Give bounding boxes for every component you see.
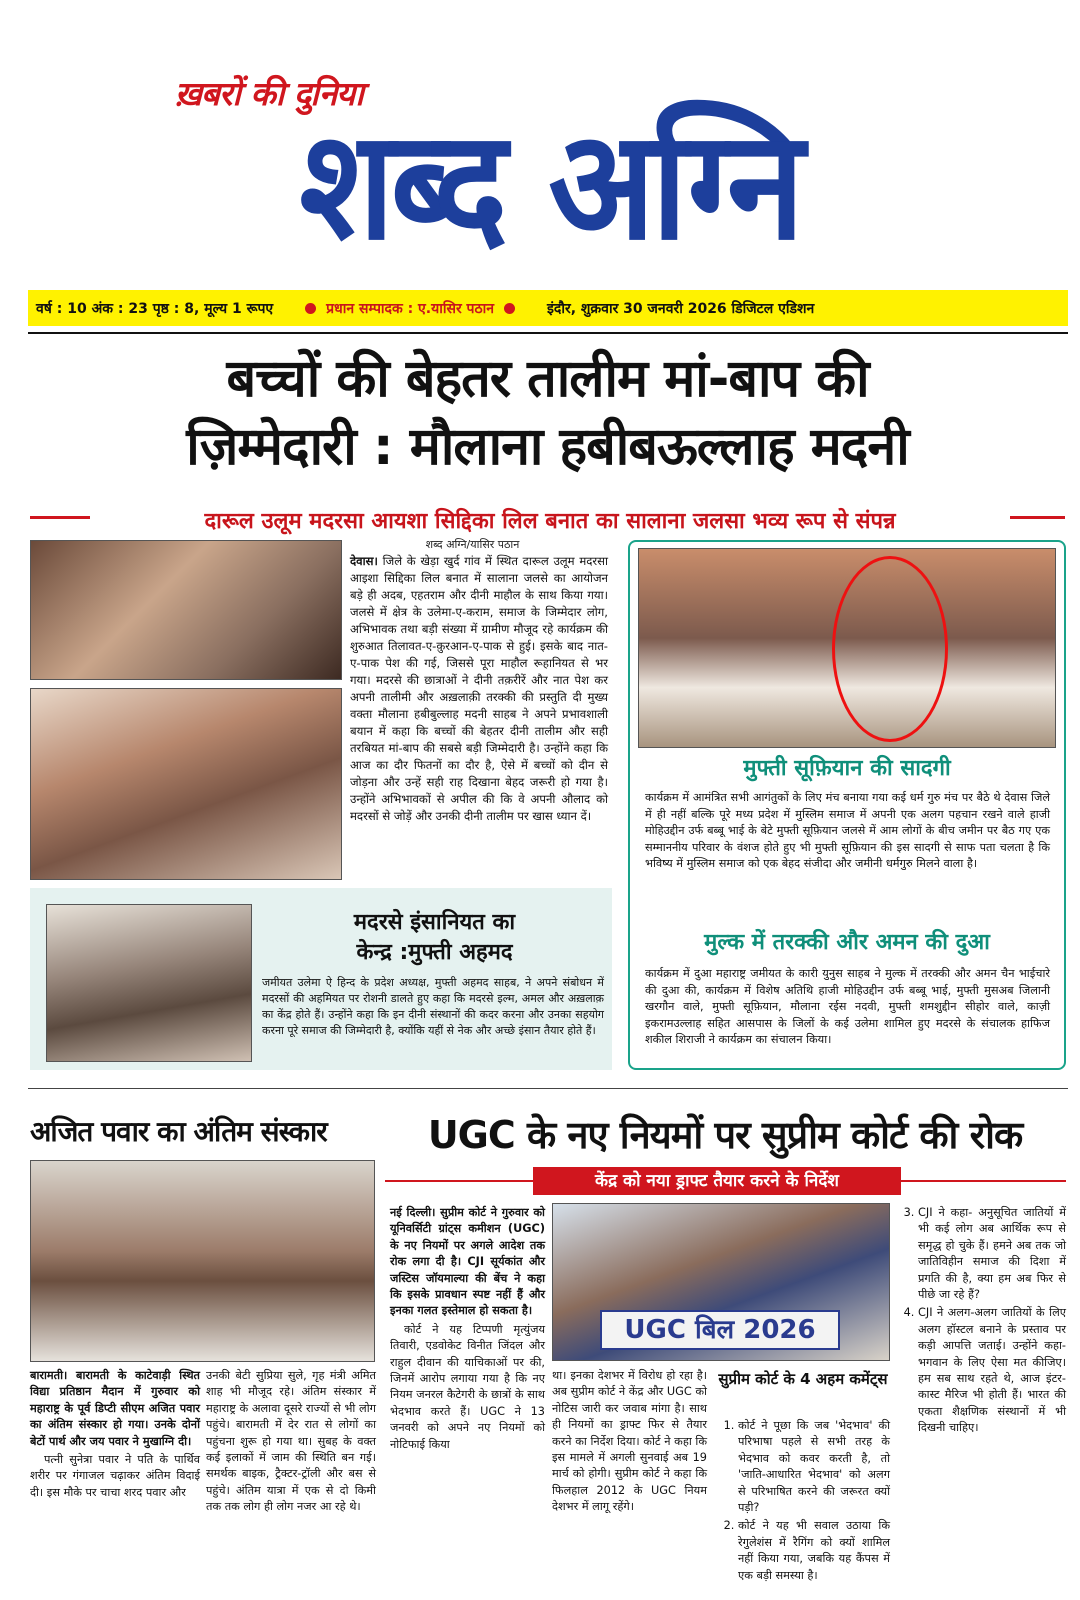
- issue-info: वर्ष : 10 अंक : 23 पृष्ठ : 8, मूल्य 1 रूपए: [36, 300, 274, 317]
- lead-subhead: दारूल उलूम मदरसा आयशा सिद्दिका लिल बनात का सालाना जलसा भव्य रूप से संपन्न: [204, 509, 896, 534]
- comment-item-3: 3. CJI ने कहा- अनुसूचित जातियों में भी कई लोग अब आर्थिक रूप से समृद्ध हो चुके हैं। हमने अब तक जो जातिविहीन समाज की दिशा में प्रगति की है, क्या हम अब फिर से पीछे जा रहे हैं?: [918, 1205, 1066, 1303]
- lead-headline-line2: ज़िम्मेदारी : मौलाना हबीबऊल्लाह मदनी: [186, 417, 909, 477]
- ahmad-heading-line2: केन्द्र :मुफ्ती अहमद: [356, 940, 513, 965]
- ajit-col1-rest: पत्नी सुनेत्रा पवार ने पति के पार्थिव शरीर पर गंगाजल चढ़ाकर अंतिम विदाई दी। इस मौके पर चाचा शरद पवार और: [30, 1453, 200, 1499]
- lead-body-text: जिले के खेड़ा खुर्द गांव में स्थित दारूल उलूम मदरसा आइशा सिद्दिका लिल बनात में सालाना जलसे का आयोजन बड़े ही अदब, एहतराम और दीनी माहौल के साथ किया गया। जलसे में क्षेत्र के उलेमा-ए-कराम, समाज के जिम्मेदार लोग, अभिभावक तथा बड़ी संख्या में ग्रामीण मौजूद रहे कार्यक्रम की शुरुआत तिलावत-ए-क़ुरआन-ए-पाक से हुई। इसके बाद नात-ए-पाक पेश की गई, जिससे पूरा माहौल रूहानियत से भर गया। मदरसे की छात्राओं ने दीनी तक़रीरें और नात पेश कर अपनी तालीमी और अख़लाक़ी तरक्की की प्रस्तुति दी मुख्य वक्ता मौलाना हबीबुल्लाह मदनी साहब ने अपने प्रभावशाली बयान में कहा कि बच्चों की बेहतर दीनी तालीम और सही तरबियत मां-बाप की सबसे बड़ी जिम्मेदारी है। उन्होंने कहा कि आज का दौर फितनों का दौर है, ऐसे में बच्चों को दीन से जोड़ना और उन्हें सही राह दिखाना बेहद जरूरी हो गया है। उन्होंने अभिभावकों से अपील की कि वे अपनी औलाद को मदरसों से जोड़ें और उनकी दीनी तालीम पर खास ध्यान दें।: [350, 554, 609, 823]
- dua-body: कार्यक्रम में दुआ महाराष्ट्र जमीयत के कारी युनुस साहब ने मुल्क में तरक्की और अमन चैन भाईचारे की दुआ की, कार्यक्रम में विशेष अतिथि हाजी मोहिउद्दीन उर्फ बब्बू भाई, मुफ्ती मुसअब जिलानी खरगौन वाले, मुफ्ती सूफ़ियान, मौलाना रईस नदवी, मुफ्ती शमशुद्दीन सीहोर वाले, काज़ी इकरामउल्लाह सहित आसपास के जिलों के कई उलेमा शामिल हुए मदरसे के संचालक हाफिज शकील शिराजी ने कार्यक्रम का संचालन किया।: [645, 967, 1050, 1046]
- ugc-lead-text: नई दिल्ली। सुप्रीम कोर्ट ने गुरुवार को यूनिवर्सिटी ग्रांट्स कमीशन (UGC) के नए नियमों पर अगले आदेश तक रोक लगा दी है। CJI सूर्यकांत और जस्टिस जॉयमाल्या की बेंच ने कहा कि इसके प्रावधान स्पष्ट नहीं हैं और इनका गलत इस्तेमाल हो सकता है।: [390, 1206, 545, 1318]
- ugc-subhead: केंद्र को नया ड्राफ्ट तैयार करने के निर्देश: [533, 1167, 901, 1195]
- dateline-edition: इंदौर, शुक्रवार 30 जनवरी 2026 डिजिटल एडिशन: [547, 300, 815, 317]
- ugc-rule-left: [385, 1180, 533, 1182]
- subhead-rule-right: [1010, 516, 1065, 519]
- photo-stage-ulema: [30, 540, 342, 680]
- highlight-circle: [832, 556, 948, 742]
- dua-heading: मुल्क में तरक्की और अमन की दुआ: [704, 930, 990, 955]
- lead-headline: [30, 345, 1065, 481]
- ugc-col1: [390, 1205, 545, 1453]
- comment-item-1: 1. कोर्ट ने पूछा कि जब 'भेदभाव' की परिभाषा पहले से सभी तरह के भेदभाव को कवर करती है, तो 'जाति-आधारित भेदभाव' को अलग से परिभाषित करने की जरूरत क्यों पड़ी?: [738, 1418, 890, 1516]
- masthead-title: शब्द अग्नि: [299, 98, 801, 275]
- ugc-comments-a: [718, 1418, 890, 1586]
- ugc-protest-banner: UGC बिल 2026: [600, 1310, 840, 1350]
- lead-dateline: देवास।: [350, 554, 378, 568]
- lead-byline: शब्द अग्नि/यासिर पठान: [425, 538, 520, 551]
- comment-item-4: 4. CJI ने अलग-अलग जातियों के लिए अलग हॉस्टल बनाने के प्रस्ताव पर कड़ी आपत्ति जताई। उन्होंने कहा- भगवान के लिए ऐसा मत कीजिए। हम सब साथ रहते थे, आज इंटर-कास्ट मैरिज भी होती हैं। भारत की एकता शैक्षणिक संस्थानों में भी दिखनी चाहिए।: [918, 1305, 1066, 1436]
- ugc-comments-b: [898, 1205, 1066, 1439]
- section-divider: [28, 1088, 1068, 1089]
- ajit-col2: उनकी बेटी सुप्रिया सुले, गृह मंत्री अमित शाह भी मौजूद रहे। अंतिम संस्कार में महाराष्ट्र के अलावा दूसरे राज्यों से भी लोग पहुंचे। बारामती में देर रात से लोगों का पहुंचना शुरू हो गया था। सुबह के वक्त कई इलाकों में जाम की स्थिति बन गई। समर्थक बाइक, ट्रैक्टर-ट्रॉली और बस से पहुंचे। अंतिम यात्रा में एक से दो किमी तक तक लोग ही लोग नजर आ रहे थे।: [206, 1369, 376, 1514]
- editor-credit: प्रधान सम्पादक : ए.यासिर पठान: [326, 300, 495, 317]
- ugc-col2: था। इनका देशभर में विरोध हो रहा है। अब सुप्रीम कोर्ट ने केंद्र और UGC को नोटिस जारी कर जवाब मांगा है। साथ ही नियमों का ड्राफ्ट फिर से तैयार करने का निर्देश दिया। कोर्ट ने कहा कि इस मामले में अगली सुनवाई अब 19 मार्च को होगी। सुप्रीम कोर्ट ने कहा कि फिलहाल 2012 के UGC नियम देशभर में लागू रहेंगे।: [552, 1369, 707, 1514]
- sufiyan-heading: मुफ्ती सूफ़ियान की सादगी: [743, 756, 951, 781]
- lead-headline-line1: बच्चों की बेहतर तालीम मां-बाप की: [226, 349, 869, 409]
- bullet-dot-icon: [305, 303, 316, 314]
- ahmad-heading: [262, 908, 607, 968]
- ahmad-body: जमीयत उलेमा ऐ हिन्द के प्रदेश अध्यक्ष, मुफ्ती अहमद साहब, ने अपने संबोधन में मदरसों की अहमियत पर रोशनी डालते हुए कहा कि मदरसे इल्म, अमल और अख़लाक़ का केंद्र होते हैं। उन्होंने कहा कि इन दीनी संस्थानों की कदर करना और उनका सहयोग करना पूरे समाज की जिम्मेदारी है, क्योंकि यहीं से नेक और अच्छे इंसान तैयार होते हैं।: [262, 976, 604, 1037]
- info-bar: [28, 290, 1068, 326]
- sufiyan-body: कार्यक्रम में आमंत्रित सभी आगंतुकों के लिए मंच बनाया गया कई धर्म गुरु मंच पर बैठे थे देवास जिले में ही नहीं बल्कि पूरे मध्य प्रदेश में मुस्लिम समाज में अपनी एक अलग पहचान रखने वाले हाजी मोहिउद्दीन उर्फ बब्बू भाई के बेटे मुफ्ती सूफ़ियान जलसे में आम लोगों के बीच जमीन पर बैठ गए एक सम्माननीय परिवार के वंशज होते हुए भी मुफ्ती सूफ़ियान की इस सादगी से साफ पता चलता है कि भविष्य में मुस्लिम समाज को एक बेहद संजीदा और जमीनी धर्मगुरु मिलने वाला है।: [645, 791, 1050, 870]
- comment-item-2: 2. कोर्ट ने यह भी सवाल उठाया कि रेगुलेशंस में रैगिंग को क्यों शामिल नहीं किया गया, जबकि यह कैंपस में एक बड़ी समस्या है।: [738, 1518, 890, 1584]
- ajit-col1: [30, 1368, 200, 1501]
- ugc-col1-rest: कोर्ट ने यह टिप्पणी मृत्युंजय तिवारी, एडवोकेट विनीत जिंदल और राहुल दीवान की याचिकाओं पर की, जिनमें आरोप लगाया गया है कि नए नियम जनरल कैटेगरी के छात्रों के साथ भेदभाव करते हैं। UGC ने 13 जनवरी को अपने नए नियमों को नोटिफाई किया: [390, 1322, 545, 1451]
- masthead-tagline: ख़बरों की दुनिया: [175, 74, 363, 113]
- photo-mufti-ahmad: [46, 904, 252, 1062]
- photo-gathering-crowd: [30, 688, 342, 880]
- ugc-heading: UGC के नए नियमों पर सुप्रीम कोर्ट की रोक: [427, 1113, 1023, 1157]
- ahmad-heading-line1: मदरसे इंसानियत का: [353, 910, 516, 935]
- masthead-rule: [28, 332, 1068, 334]
- ugc-rule-right: [901, 1180, 1066, 1182]
- ajit-heading: अजित पवार का अंतिम संस्कार: [30, 1115, 327, 1148]
- ugc-comments-title: सुप्रीम कोर्ट के 4 अहम कमेंट्स: [718, 1370, 888, 1388]
- lead-article-body: [350, 553, 608, 825]
- bullet-dot-icon: [504, 303, 515, 314]
- ajit-lead-text: बारामती। बारामती के काटेवाड़ी स्थित विद्या प्रतिष्ठान मैदान में गुरुवार को महाराष्ट्र के पूर्व डिप्टी सीएम अजित पवार का अंतिम संस्कार हो गया। उनके दोनों बेटों पार्थ और जय पवार ने मुखाग्नि दी।: [30, 1369, 200, 1448]
- subhead-rule-left: [30, 516, 90, 519]
- photo-funeral-pyre: [30, 1160, 375, 1362]
